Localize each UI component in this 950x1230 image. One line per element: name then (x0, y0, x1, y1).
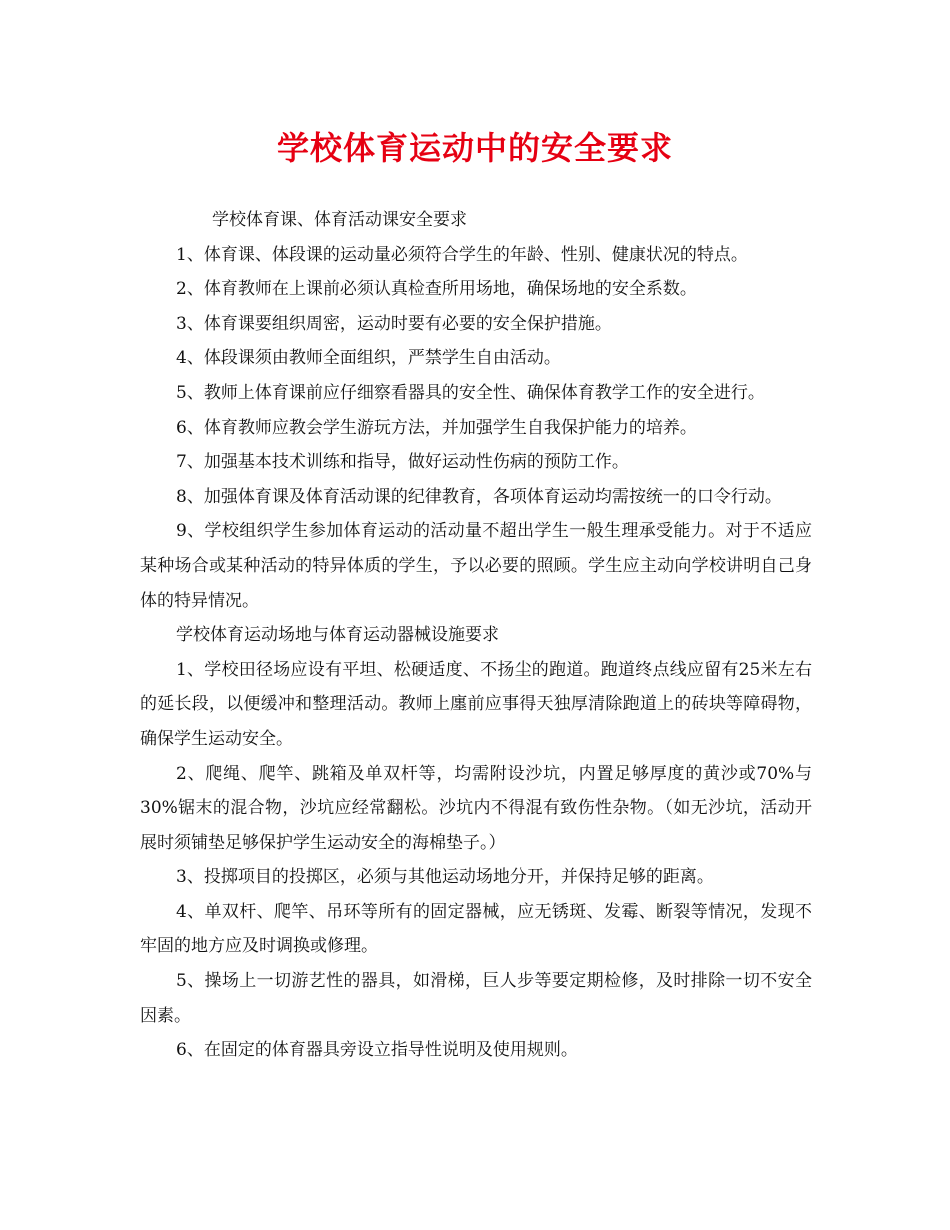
section-heading: 学校体育课、体育活动课安全要求 (212, 210, 467, 230)
paragraph: 3、体育课要组织周密，运动时要有必要的安全保护措施。 (176, 313, 612, 334)
paragraph: 6、在固定的体育器具旁设立指导性说明及使用规则。 (176, 1040, 578, 1061)
paragraph: 5、操场上一切游艺性的器具，如滑梯，巨人步等要定期检修，及时排除一切不安全因素。 (140, 971, 812, 1026)
section-heading: 学校体育运动场地与体育运动器械设施要求 (176, 625, 499, 646)
paragraph: 9、学校组织学生参加体育运动的活动量不超出学生一般生理承受能力。对于不适应某种场合或某种活动的特异体质的学生，予以必要的照顾。学生应主动向学校讲明自己身体的特异情况。 (140, 521, 812, 611)
paragraph: 3、投掷项目的投掷区，必须与其他运动场地分开，并保持足够的距离。 (176, 867, 714, 888)
paragraph: 4、体段课须由教师全面组织，严禁学生自由活动。 (176, 348, 561, 369)
paragraph: 4、单双杆、爬竿、吊环等所有的固定器械，应无锈斑、发霉、断裂等情况，发现不牢固的地方应及时调换或修理。 (140, 901, 812, 957)
paragraph: 8、加强体育课及体育活动课的纪律教育，各项体育运动均需按统一的口令行动。 (176, 486, 782, 507)
paragraph: 5、教师上体育课前应仔细察看器具的安全性、确保体育教学工作的安全进行。 (176, 382, 765, 403)
paragraph: 7、加强基本技术训练和指导，做好运动性伤病的预防工作。 (176, 452, 629, 473)
document-body (140, 203, 812, 1068)
paragraph: 2、爬绳、爬竿、跳箱及单双杆等，均需附设沙坑，内置足够厚度的黄沙或70%与30%锯末的混合物，沙坑应经常翻松。沙坑内不得混有致伤性杂物。（如无沙坑，活动开展时须铺垫足够保护学生运动安全的海棉垫子。） (140, 763, 812, 853)
paragraph: 1、体育课、体段课的运动量必须符合学生的年龄、性别、健康状况的特点。 (176, 244, 748, 265)
paragraph: 2、体育教师在上课前必须认真检查所用场地，确保场地的安全系数。 (176, 279, 697, 300)
paragraph: 1、学校田径场应设有平坦、松硬适度、不扬尘的跑道。跑道终点线应留有25米左右的延长段，以便缓冲和整理活动。教师上廛前应事得天独厚清除跑道上的砖块等障碍物，确保学生运动安全。 (140, 659, 812, 749)
document-title: 学校体育运动中的安全要求 (276, 129, 673, 167)
paragraph: 6、体育教师应教会学生游玩方法，并加强学生自我保护能力的培养。 (176, 417, 697, 438)
